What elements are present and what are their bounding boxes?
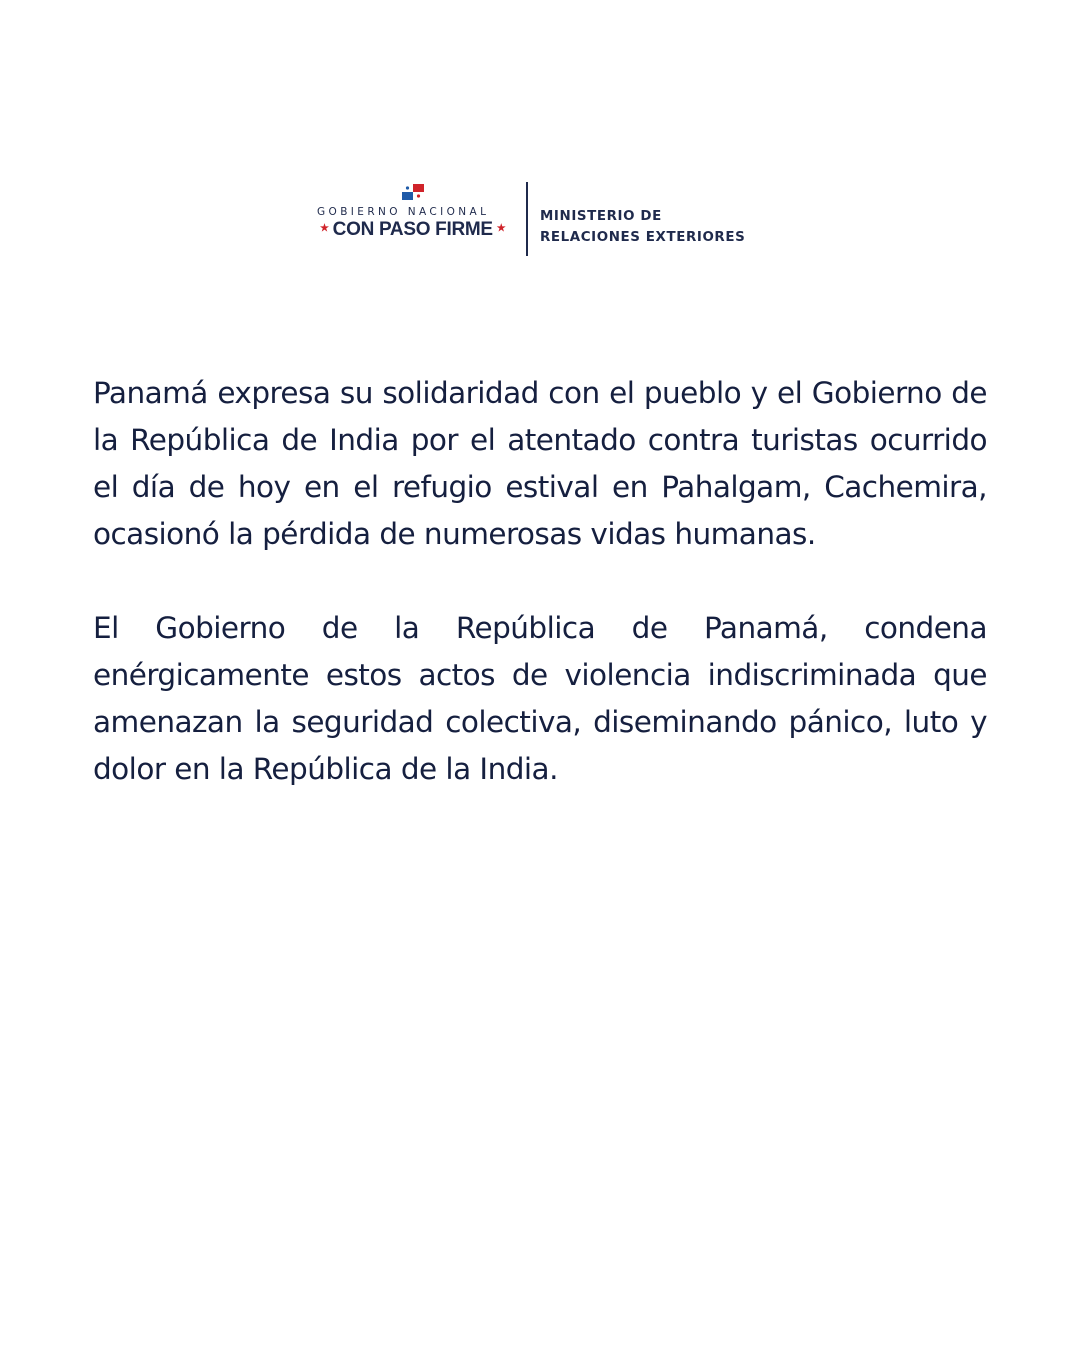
star-left-icon: ★ [320,223,329,234]
gobierno-nacional-text: GOBIERNO NACIONAL [317,206,490,218]
statement-body [93,370,987,840]
ministry-logo [314,182,784,258]
gobierno-nacional-logo [314,182,514,258]
con-paso-firme-row [316,219,509,241]
ministerio-text [540,206,745,248]
statement-paragraph-2: El Gobierno de la República de Panamá, condena enérgicamente estos actos de violencia indiscriminada que amenazan la seguridad colectiva, diseminando pánico, luto y dolor en la República de la India. [93,611,987,786]
star-right-icon: ★ [496,223,506,234]
statement-paragraph-1: Panamá expresa su solidaridad con el pueblo y el Gobierno de la República de India por el atentado contra turistas ocurrido el día de hoy en el refugio estival en Pahalgam, Cachemira, ocasionó la pérdida de numerosas vidas humanas. [93,376,987,551]
con-paso-firme-text: CON PASO FIRME [332,219,493,240]
logo-divider [526,182,528,256]
panama-flag-icon [402,184,424,200]
ministerio-line-1: MINISTERIO DE [540,209,662,224]
ministerio-line-2: RELACIONES EXTERIORES [540,230,746,245]
